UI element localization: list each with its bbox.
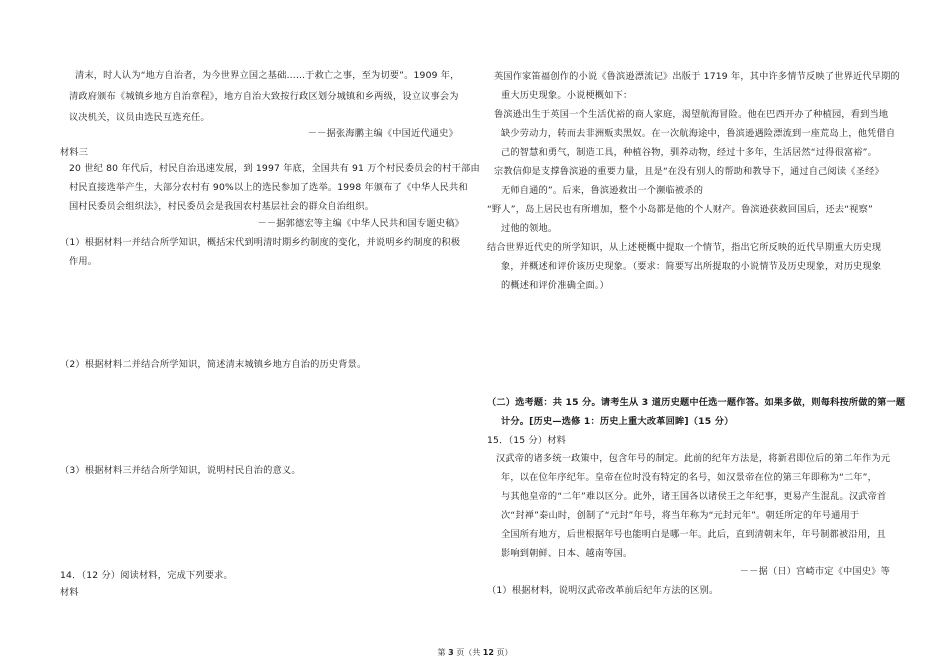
footer-suffix: 页）	[493, 648, 513, 657]
question-14-material-label: 材料	[60, 587, 79, 598]
question-3: （3）根据材料三并结合所学知识，说明村民自治的意义。	[60, 465, 301, 476]
question-2: （2）根据材料二并结合所学知识，简述清末城镇乡地方自治的历史背景。	[60, 359, 367, 370]
robinson-summary-line-4: 宗教信仰是支撑鲁滨逊的重要力量，且是“在没有别人的帮助和教导下，通过自己阅读《圣经》	[494, 166, 884, 177]
material-two-line-3: 议决机关，议员由选民互选充任。	[69, 112, 210, 123]
elective-section-line-1: （二）选考题：共 15 分。请考生从 3 道历史题中任选一题作答。如果多做，则每科按所做的第一题	[487, 397, 906, 408]
wudi-material-line-6: 影响到朝鲜、日本、越南等国。	[501, 548, 633, 559]
footer-prefix: 第	[437, 648, 449, 657]
material-two-source: －－据张海鹏主编《中国近代通史》	[307, 128, 458, 139]
total-page-number: 12	[482, 648, 494, 657]
material-three-line-3: 国村民委员会组织法》，村民委员会是我国农村基层社会的群众自治组织。	[69, 201, 375, 212]
material-two-line-1: 清末，时人认为“地方自治者，为今世界立国之基础……于救亡之事，至为切要”。1909 年，	[75, 70, 460, 81]
question-14: 14．（12 分）阅读材料，完成下列要求。	[60, 570, 233, 581]
robinson-intro-line-1: 英国作家笛福创作的小说《鲁滨逊漂流记》出版于 1719 年，其中许多情节反映了世界近代早期的	[494, 71, 900, 82]
robinson-summary-line-7: 过他的领地。	[501, 223, 558, 234]
wudi-material-source: －－据（日）宫崎市定《中国史》等	[739, 566, 890, 577]
wudi-material-line-2: 年，以在位年序纪年。皇帝在位时没有特定的名号，如汉景帝在位的第三年即称为“二年”，	[501, 472, 878, 483]
material-three-line-1: 20 世纪 80 年代后，村民自治迅速发展，到 1997 年底，全国共有 91 万个村民委员会的村干部由	[69, 163, 480, 174]
robinson-intro-line-2: 重大历史现象。小说梗概如下：	[501, 90, 633, 101]
question-1-line-1: （1）根据材料一并结合所学知识，概括宋代到明清时期乡约制度的变化，并说明乡约制度的积极	[60, 237, 461, 248]
material-three-label: 材料三	[60, 147, 89, 158]
wudi-material-line-1: 汉武帝的诸多统一政策中，包含年号的制定。此前的纪年方法是，将新君即位后的第二年作为元	[496, 453, 891, 464]
robinson-summary-line-3: 己的智慧和勇气，制造工具，种植谷物，驯养动物，经过十多年，生活居然“过得很富裕”。	[501, 147, 878, 158]
page-footer	[0, 647, 950, 658]
footer-middle: 页（共	[453, 648, 483, 657]
material-two-line-2: 清政府颁布《城镇乡地方自治章程》，地方自治大致按行政区划分城镇和乡两级，设立议事会为	[69, 91, 459, 102]
current-page-number: 3	[448, 648, 454, 657]
robinson-summary-line-5: 无师自通的”。后来，鲁滨逊救出一个濒临被杀的	[501, 185, 704, 196]
robinson-summary-line-2: 缺少劳动力，转而去非洲贩卖黑奴。在一次航海途中，鲁滨逊遇险漂流到一座荒岛上，他凭借自	[501, 128, 896, 139]
wudi-material-line-5: 全国所有地方，后世根据年号也能明白是哪一年。此后，直到清朝末年，年号制都被沿用，且	[501, 529, 886, 540]
robinson-task-line-1: 结合世界近代史的所学知识，从上述梗概中提取一个情节，指出它所反映的近代早期重大历史现	[487, 242, 882, 253]
robinson-summary-line-1: 鲁滨逊出生于英国一个生活优裕的商人家庭，渴望航海冒险。他在巴西开办了种植园，看到当地	[494, 109, 889, 120]
wudi-material-line-4: 次“封禅”泰山时，创制了“元封”年号，将当年称为“元封元年”。朝廷所定的年号通用于	[501, 510, 860, 521]
robinson-task-line-3: 的概述和评价准确全面。）	[501, 280, 610, 291]
material-three-source: －－据郭德宏等主编《中华人民共和国专题史稿》	[257, 218, 464, 229]
robinson-summary-line-6: “野人”，岛上居民也有所增加，整个小岛都是他的个人财产。鲁滨逊获救回国后，还去“视察”	[487, 204, 873, 215]
question-15-part-1: （1）根据材料，说明汉武帝改革前后纪年方法的区别。	[487, 585, 719, 596]
question-1-line-2: 作用。	[69, 256, 98, 267]
elective-section-line-2: 计分。[历史—选修 1：历史上重大改革回眸]（15 分）	[501, 416, 734, 427]
robinson-task-line-2: 象，并概述和评价该历史现象。（要求：简要写出所提取的小说情节及历史现象，对历史现象	[501, 261, 882, 272]
question-15: 15．（15 分）材料	[487, 435, 567, 446]
wudi-material-line-3: 与其他皇帝的“二年”难以区分。此外，诸王国各以诸侯王之年纪事，更易产生混乱。汉武帝首	[501, 491, 887, 502]
material-three-line-2: 村民直接选举产生，大部分农村有 90%以上的选民参加了选举。1998 年颁布了《中华人民共和	[69, 182, 468, 193]
